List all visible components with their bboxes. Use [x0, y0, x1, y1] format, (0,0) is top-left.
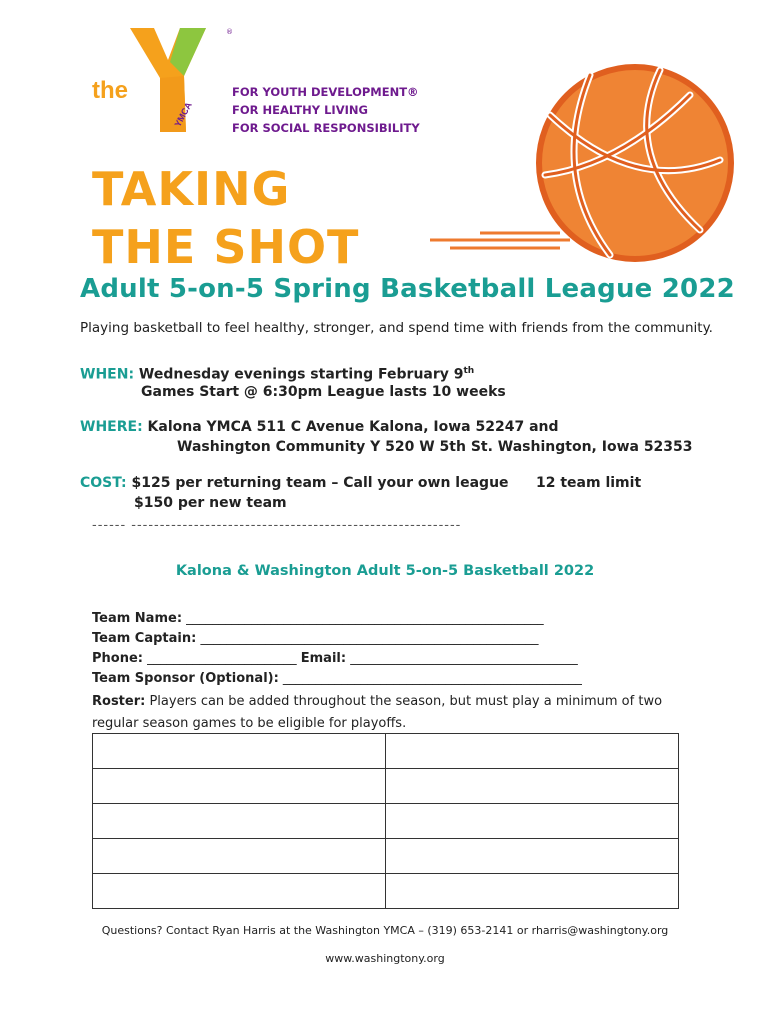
where-line	[80, 419, 559, 435]
roster-cell[interactable]	[93, 769, 386, 804]
contact-line: Questions? Contact Ryan Harris at the Washington YMCA – (319) 653-2141 or rharris@washingtony.org	[101, 924, 669, 937]
table-row	[93, 804, 679, 839]
logo-tagline	[232, 83, 420, 137]
where-line2: Washington Community Y 520 W 5th St. Washington, Iowa 52353	[177, 439, 693, 455]
team-name-blank: _______________________________________________________	[182, 611, 544, 626]
cost-text: $125 per returning team – Call your own league	[131, 475, 509, 491]
team-name-field[interactable]	[92, 611, 544, 626]
roster-cell[interactable]	[386, 804, 679, 839]
team-limit: 12 team limit	[536, 475, 642, 491]
team-captain-label: Team Captain:	[92, 631, 197, 646]
basketball-icon	[420, 55, 740, 295]
roster-cell[interactable]	[386, 874, 679, 909]
email-label: Email:	[300, 651, 347, 666]
table-row	[93, 874, 679, 909]
when-line2: Games Start @ 6:30pm League lasts 10 weeks	[141, 384, 506, 400]
roster-cell[interactable]	[93, 874, 386, 909]
table-row	[93, 839, 679, 874]
team-sponsor-blank: ______________________________________________	[278, 671, 582, 686]
hero-title	[92, 160, 359, 276]
email-blank: ___________________________________	[346, 651, 578, 666]
roster-label: Roster:	[92, 694, 146, 709]
league-intro: Playing basketball to feel healthy, stronger, and spend time with friends from the community.	[80, 320, 713, 336]
hero-title-line2: THE SHOT	[92, 220, 360, 274]
when-label: WHEN:	[80, 366, 135, 383]
tagline-line: FOR HEALTHY LIVING	[232, 103, 368, 117]
league-title: Adult 5-on-5 Spring Basketball League 2022	[80, 274, 735, 304]
cost-line	[80, 475, 509, 491]
tagline-line: FOR YOUTH DEVELOPMENT®	[232, 85, 419, 99]
form-title: Kalona & Washington Adult 5-on-5 Basketball 2022	[175, 563, 595, 579]
when-text: Wednesday evenings starting February 9	[138, 366, 464, 383]
cost-line2: $150 per new team	[134, 495, 287, 511]
phone-email-field[interactable]	[92, 651, 578, 666]
team-captain-blank: ____________________________________________________	[196, 631, 539, 646]
roster-cell[interactable]	[386, 769, 679, 804]
team-sponsor-field[interactable]	[92, 671, 582, 686]
where-label: WHERE:	[80, 419, 143, 435]
tagline-line: FOR SOCIAL RESPONSIBILITY	[232, 121, 420, 135]
ymca-logo	[88, 20, 248, 140]
svg-text:®: ®	[226, 28, 233, 36]
team-name-label: Team Name:	[92, 611, 183, 626]
cut-divider: ------ ----------------------------------------------------------	[92, 518, 462, 533]
roster-cell[interactable]	[386, 839, 679, 874]
when-sup: th	[463, 366, 475, 376]
phone-label: Phone:	[92, 651, 143, 666]
roster-cell[interactable]	[93, 804, 386, 839]
team-captain-field[interactable]	[92, 631, 538, 646]
roster-note	[92, 691, 707, 735]
when-line	[80, 366, 474, 383]
logo-letters: YMCA	[172, 100, 194, 129]
roster-cell[interactable]	[93, 839, 386, 874]
where-text: Kalona YMCA 511 C Avenue Kalona, Iowa 52247 and	[147, 419, 559, 435]
roster-cell[interactable]	[386, 734, 679, 769]
cost-label: COST:	[80, 475, 127, 491]
table-row	[93, 734, 679, 769]
phone-blank: _______________________	[142, 651, 301, 666]
website-link[interactable]: www.washingtony.org	[325, 952, 445, 965]
hero-title-line1: TAKING	[92, 162, 291, 216]
roster-table	[92, 733, 679, 909]
team-sponsor-label: Team Sponsor (Optional):	[92, 671, 279, 686]
logo-wordmark: the	[92, 77, 128, 104]
roster-cell[interactable]	[93, 734, 386, 769]
roster-text: Players can be added throughout the season, but must play a minimum of two regular season games to be eligible for playoffs.	[92, 694, 663, 731]
table-row	[93, 769, 679, 804]
